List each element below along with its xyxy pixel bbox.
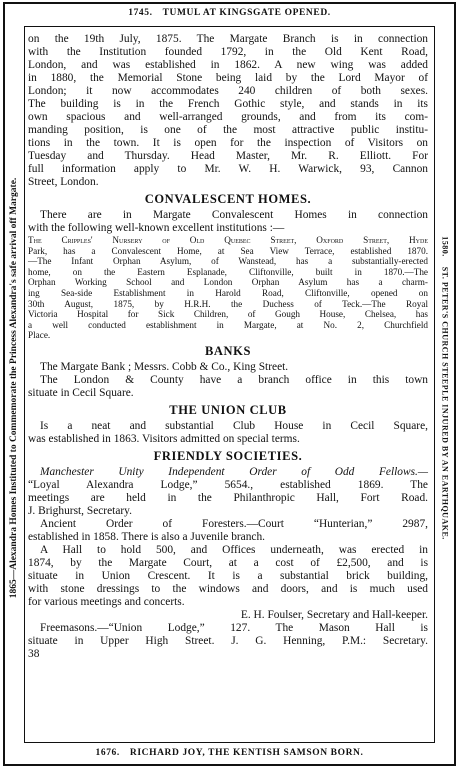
body-line: J. Brighurst, Secretary.: [28, 504, 132, 517]
right-margin-note: [441, 28, 450, 748]
body-line: Tuesday and Thursday. Head Master, Mr. R. Elliott. For: [28, 150, 428, 162]
body-line: London; it now accommodates 240 children of both sexes.: [28, 85, 428, 97]
small-line: a well conducted establishment in Margate, at No. 2, Churchfield: [28, 319, 428, 330]
inner-border-top: [24, 26, 435, 27]
body-line: “Loyal Alexandra Lodge,” 5654., established 1869. The: [28, 478, 428, 491]
body-line: with the Institution founded 1792, in the Old Kent Road,: [28, 46, 428, 58]
bottom-margin-note: [25, 748, 434, 758]
body-line: with stone dressings to the windows and doors, and is much used: [28, 582, 428, 595]
body-line: situate in Upper High Street. J. G. Henning, P.M.: Secretary.: [28, 634, 428, 647]
body-line: with the following well-known excellent institutions :—: [28, 222, 285, 234]
body-line: The Margate Bank ; Messrs. Cobb & Co., King Street.: [40, 360, 289, 373]
body-line: Street, London.: [28, 176, 99, 188]
bottom-note-year: 1676.: [95, 748, 120, 758]
body-line: The building is in the French Gothic style, and stands in its: [28, 98, 428, 110]
page-number: 38: [28, 647, 40, 660]
body-line: Manchester Unity Independent Order of Odd Fellows.—: [40, 465, 428, 478]
body-line: situate in Cecil Square.: [28, 386, 134, 399]
body-line: full information apply to Mr. W. H. Warwick, 93, Cannon: [28, 163, 428, 175]
small-line: home, on the Eastern Esplanade, Cliftonville, built in 1870.—The: [28, 266, 428, 277]
small-line: The Cripples' Nursery of Old Quebec Street, Oxford Street, Hyde: [28, 235, 428, 245]
left-note-text: —Alexandra Homes Instituted to Commemorate the Princess Alexandra's safe arrival off Margate.: [9, 177, 19, 580]
body-line: situate in Union Crescent. It is a substantial brick building,: [28, 569, 428, 582]
outer-border-bottom: [3, 764, 456, 766]
inner-border-bottom: [24, 742, 435, 743]
small-line: ing Sea-side Establishment in Harold Road, Cliftonville, opened on: [28, 287, 428, 298]
left-margin-note: [9, 28, 19, 748]
body-line: tions in the town. It is open for the inspection of Visitors on: [28, 137, 428, 149]
convalescent-list: [28, 235, 428, 341]
small-line: Victoria Hospital for Sick Children, of Gough House, Chelsea, has: [28, 309, 428, 320]
left-note-year: 1865: [9, 579, 19, 599]
body-line: own spacious and well-arranged grounds, and from its com-: [28, 111, 428, 123]
top-margin-note: [25, 8, 434, 18]
body-line: Freemasons.—“Union Lodge,” 127. The Mason Hall is: [40, 621, 428, 634]
page-body: [28, 33, 428, 661]
body-line: London, and was established in 1862. A new wing was added: [28, 59, 428, 71]
body-line: The London & County have a branch office in this town: [40, 373, 428, 386]
friendly-societies-heading: FRIENDLY SOCIETIES.: [153, 448, 303, 463]
body-line: Ancient Order of Foresters.—Court “Hunterian,” 2987,: [40, 517, 428, 530]
top-note-year: 1745.: [128, 8, 153, 18]
banks-heading: BANKS: [204, 343, 252, 358]
outer-border-left: [3, 2, 5, 766]
body-line: 1874, by the Margate Court, at a cost of £2,500, and is: [28, 556, 428, 569]
top-note-text: TUMUL AT KINGSGATE OPENED.: [162, 8, 331, 18]
body-line: E. H. Foulser, Secretary and Hall-keeper.: [240, 608, 428, 621]
body-line: meetings are held in the Philanthropic Hall, Fort Road.: [28, 491, 428, 504]
body-line: for various meetings and concerts.: [28, 595, 185, 608]
small-line: Park, has a Convalescent Home, at Sea View Terrace, established 1870.: [28, 245, 428, 256]
body-line: established in 1858. There is also a Juvenile branch.: [28, 530, 266, 543]
outer-border-top: [3, 2, 456, 4]
bottom-note-text: RICHARD JOY, THE KENTISH SAMSON BORN.: [129, 748, 364, 758]
body-line: was established in 1863. Visitors admitted on special terms.: [28, 432, 300, 445]
right-note-text: ST. PETER'S CHURCH STEEPLE INJURED BY AN EARTHQUAKE.: [440, 266, 450, 540]
body-line: A Hall to hold 500, and Offices underneath, was erected in: [40, 543, 428, 556]
small-line: 30th August, 1875, by H.R.H. the Duchess of Teck.—The Royal: [28, 298, 428, 309]
inner-border-left: [24, 26, 25, 743]
union-club-heading: THE UNION CLUB: [169, 402, 287, 417]
right-note-year: 1580.: [440, 236, 450, 257]
small-line: —The Infant Orphan Asylum, of Wanstead, has a substantially-erected: [28, 256, 428, 267]
small-line: Place.: [28, 330, 51, 341]
body-line: on the 19th July, 1875. The Margate Branch is in connection: [28, 33, 428, 45]
inner-border-right: [434, 26, 435, 743]
small-line: Orphan Working School and London Orphan Asylum has a charm-: [28, 277, 428, 288]
body-line: There are in Margate Convalescent Homes in connection: [40, 209, 428, 221]
body-line: in 1880, the Memorial Stone being laid by the Lord Mayor of: [28, 72, 428, 84]
school-paragraph: [28, 33, 428, 189]
outer-border-right: [454, 2, 456, 766]
body-line: Is a neat and substantial Club House in Cecil Square,: [40, 419, 428, 432]
convalescent-heading: CONVALESCENT HOMES.: [144, 192, 312, 206]
body-line: manding position, is one of the most attractive public institu-: [28, 124, 428, 136]
